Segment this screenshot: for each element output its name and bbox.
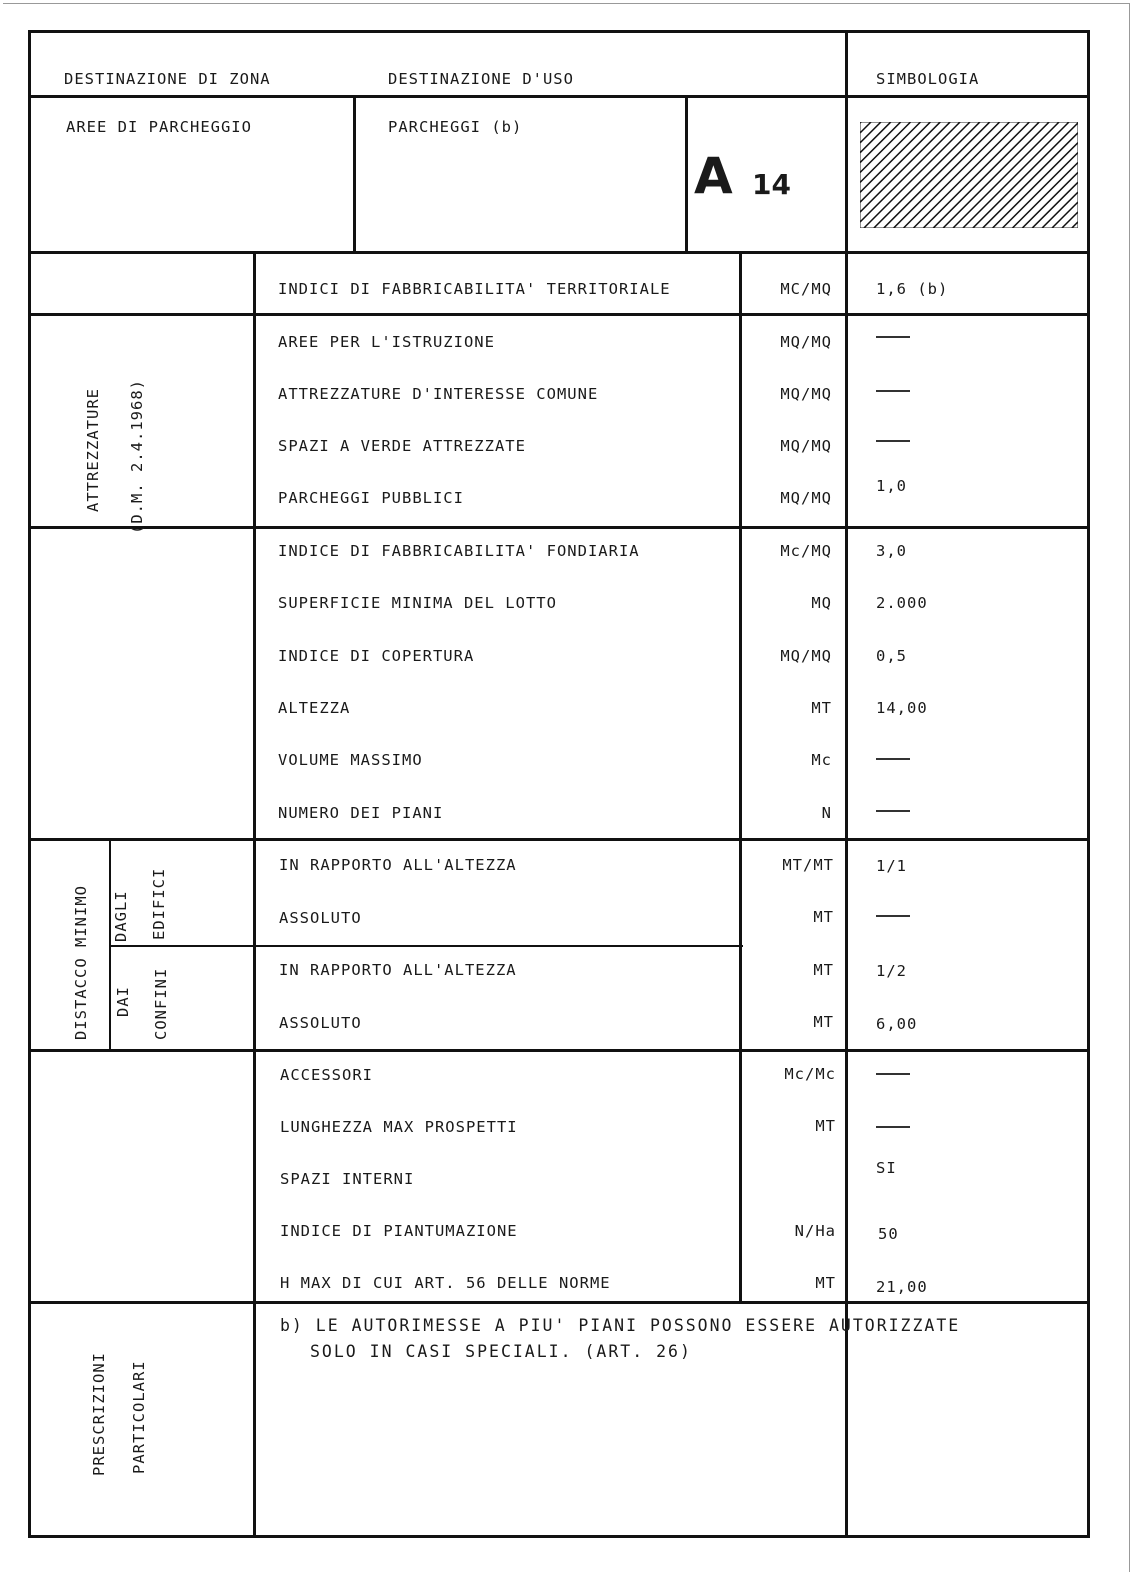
value-istruzione-dash bbox=[876, 336, 910, 338]
label-territoriale: INDICI DI FABBRICABILITA' TERRITORIALE bbox=[278, 280, 671, 298]
unit-volume-massimo: Mc bbox=[811, 751, 832, 769]
distacco-title: DISTACCO MINIMO bbox=[72, 885, 90, 1040]
attrezzature-title: ATTREZZATURE bbox=[84, 388, 102, 512]
label-volume-massimo: VOLUME MASSIMO bbox=[278, 751, 423, 769]
rule-header bbox=[31, 95, 1087, 98]
unit-istruzione: MQ/MQ bbox=[780, 333, 832, 351]
unit-lunghezza-prospetti: MT bbox=[815, 1117, 836, 1135]
rule-attrezzature bbox=[31, 526, 1087, 529]
rule-distacco bbox=[31, 1049, 1087, 1052]
label-edifici-rapporto: IN RAPPORTO ALL'ALTEZZA bbox=[279, 856, 517, 874]
unit-accessori: Mc/Mc bbox=[784, 1065, 836, 1083]
label-lunghezza-prospetti: LUNGHEZZA MAX PROSPETTI bbox=[280, 1118, 518, 1136]
unit-territoriale: MC/MQ bbox=[780, 280, 832, 298]
label-altezza: ALTEZZA bbox=[278, 699, 351, 717]
prescrizioni-line-2: SOLO IN CASI SPECIALI. (ART. 26) bbox=[310, 1342, 692, 1361]
header-simbologia: SIMBOLOGIA bbox=[876, 70, 980, 88]
label-confini-rapporto: IN RAPPORTO ALL'ALTEZZA bbox=[279, 961, 517, 979]
value-fondiaria: 3,0 bbox=[876, 542, 907, 560]
unit-superficie-lotto: MQ bbox=[811, 594, 832, 612]
value-superficie-lotto: 2.000 bbox=[876, 594, 928, 612]
label-istruzione: AREE PER L'ISTRUZIONE bbox=[278, 333, 495, 351]
label-h-max: H MAX DI CUI ART. 56 DELLE NORME bbox=[280, 1274, 611, 1292]
zone-name: AREE DI PARCHEGGIO bbox=[66, 118, 252, 136]
header-destinazione-zona: DESTINAZIONE DI ZONA bbox=[64, 70, 271, 88]
label-interesse-comune: ATTREZZATURE D'INTERESSE COMUNE bbox=[278, 385, 599, 403]
value-territoriale: 1,6 (b) bbox=[876, 280, 949, 298]
zoning-form bbox=[28, 30, 1090, 1538]
rule-code-split bbox=[685, 95, 688, 253]
label-fondiaria: INDICE DI FABBRICABILITA' FONDIARIA bbox=[278, 542, 640, 560]
label-superficie-lotto: SUPERFICIE MINIMA DEL LOTTO bbox=[278, 594, 557, 612]
value-interesse-comune-dash bbox=[876, 390, 910, 392]
label-confini-assoluto: ASSOLUTO bbox=[279, 1014, 362, 1032]
value-edifici-rapporto: 1/1 bbox=[876, 857, 907, 875]
label-piantumazione: INDICE DI PIANTUMAZIONE bbox=[280, 1222, 518, 1240]
value-h-max: 21,00 bbox=[876, 1278, 928, 1296]
value-spazi-interni: SI bbox=[876, 1159, 897, 1177]
zone-use: PARCHEGGI (b) bbox=[388, 118, 523, 136]
rule-edifici-confini bbox=[109, 945, 743, 947]
rule-fondiaria bbox=[31, 838, 1087, 841]
unit-confini-rapporto: MT bbox=[813, 961, 834, 979]
header-destinazione-uso: DESTINAZIONE D'USO bbox=[388, 70, 574, 88]
hatch-symbol-icon bbox=[860, 122, 1078, 228]
value-volume-massimo-dash bbox=[876, 758, 910, 760]
rule-col-value bbox=[845, 33, 848, 1535]
value-altezza: 14,00 bbox=[876, 699, 928, 717]
value-numero-piani-dash bbox=[876, 810, 910, 812]
value-confini-assoluto: 6,00 bbox=[876, 1015, 918, 1033]
unit-edifici-assoluto: MT bbox=[813, 908, 834, 926]
label-edifici-assoluto: ASSOLUTO bbox=[279, 909, 362, 927]
zone-code-number: 14 bbox=[752, 168, 791, 201]
value-accessori-dash bbox=[876, 1073, 910, 1075]
rule-col-unit bbox=[739, 251, 742, 1303]
prescrizioni-title-a: PRESCRIZIONI bbox=[90, 1352, 108, 1476]
unit-numero-piani: N bbox=[821, 804, 832, 822]
unit-piantumazione: N/Ha bbox=[794, 1222, 836, 1240]
label-accessori: ACCESSORI bbox=[280, 1066, 373, 1084]
label-spazi-interni: SPAZI INTERNI bbox=[280, 1170, 415, 1188]
unit-interesse-comune: MQ/MQ bbox=[780, 385, 832, 403]
value-parcheggi-pubblici: 1,0 bbox=[876, 477, 907, 495]
distacco-confini-b: CONFINI bbox=[152, 967, 170, 1040]
prescrizioni-line-1: b) LE AUTORIMESSE A PIU' PIANI POSSONO ESSERE AUTORIZZATE bbox=[280, 1316, 961, 1335]
zone-code bbox=[694, 147, 824, 210]
attrezzature-subtitle: (D.M. 2.4.1968) bbox=[128, 379, 146, 534]
rule-distacco-split bbox=[109, 838, 111, 1051]
label-numero-piani: NUMERO DEI PIANI bbox=[278, 804, 444, 822]
unit-h-max: MT bbox=[815, 1274, 836, 1292]
unit-confini-assoluto: MT bbox=[813, 1013, 834, 1031]
value-copertura: 0,5 bbox=[876, 647, 907, 665]
rule-col-label bbox=[253, 251, 256, 1535]
unit-edifici-rapporto: MT/MT bbox=[782, 856, 834, 874]
unit-verde: MQ/MQ bbox=[780, 437, 832, 455]
value-edifici-assoluto-dash bbox=[876, 915, 910, 917]
unit-altezza: MT bbox=[811, 699, 832, 717]
label-copertura: INDICE DI COPERTURA bbox=[278, 647, 475, 665]
unit-copertura: MQ/MQ bbox=[780, 647, 832, 665]
rule-territoriale bbox=[31, 313, 1087, 316]
rule-altro bbox=[31, 1301, 1087, 1304]
value-lunghezza-prospetti-dash bbox=[876, 1126, 910, 1128]
unit-fondiaria: Mc/MQ bbox=[780, 542, 832, 560]
unit-parcheggi-pubblici: MQ/MQ bbox=[780, 489, 832, 507]
value-verde-dash bbox=[876, 440, 910, 442]
value-confini-rapporto: 1/2 bbox=[876, 962, 907, 980]
zone-code-letter: A bbox=[694, 147, 733, 205]
distacco-edifici-b: EDIFICI bbox=[150, 867, 168, 940]
label-parcheggi-pubblici: PARCHEGGI PUBBLICI bbox=[278, 489, 464, 507]
label-verde: SPAZI A VERDE ATTREZZATE bbox=[278, 437, 526, 455]
distacco-confini-a: DAI bbox=[114, 986, 132, 1017]
rule-zone bbox=[31, 251, 1087, 254]
rule-zone-split bbox=[353, 95, 356, 253]
prescrizioni-title-b: PARTICOLARI bbox=[130, 1360, 148, 1474]
distacco-edifici-a: DAGLI bbox=[112, 890, 130, 942]
value-piantumazione: 50 bbox=[878, 1225, 899, 1243]
